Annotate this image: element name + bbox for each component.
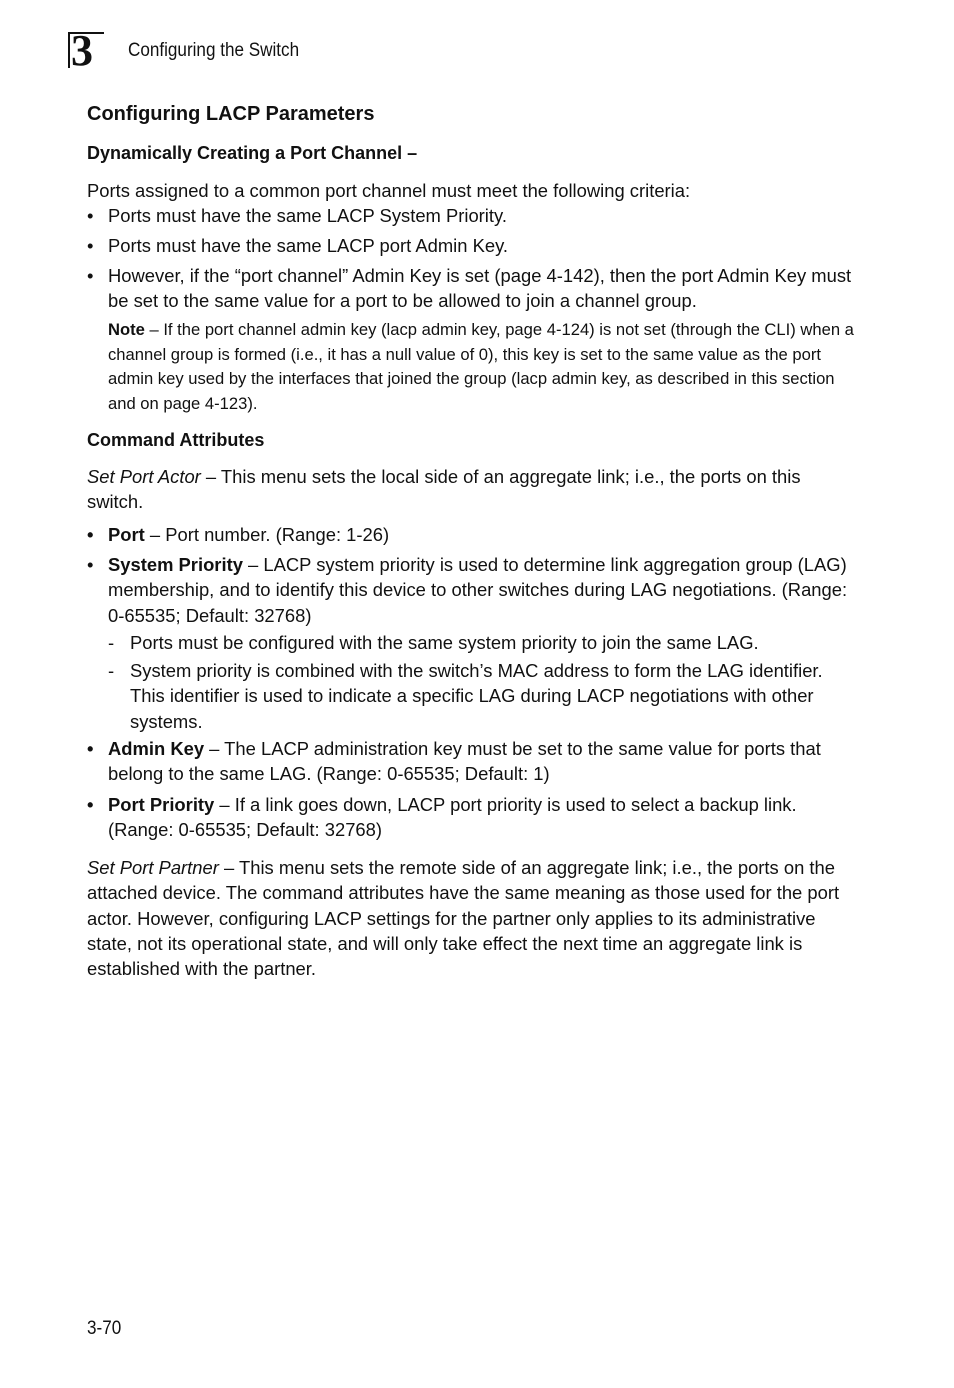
attribute-term: System Priority: [108, 554, 243, 575]
criteria-item: • However, if the “port channel” Admin Key is set (page 4-142), then the port Admin Key must be set to the same value for a port to be allowed to join a channel group.: [87, 265, 852, 312]
section-subtitle: Dynamically Creating a Port Channel –: [87, 143, 418, 163]
partner-label: Set Port Partner: [87, 857, 219, 878]
running-title: Configuring the Switch: [128, 40, 300, 61]
bullet-mark: •: [87, 554, 94, 575]
attribute-desc: – If a link goes down, LACP port priority is used to select a backup link. (Range: 0-65535; Default: 32768): [108, 794, 797, 841]
criteria-item: • Ports must have the same LACP port Admin Key.: [87, 233, 857, 258]
attribute-item-system-priority: [87, 552, 857, 628]
section-title: Configuring LACP Parameters: [87, 103, 375, 125]
actor-label: Set Port Actor: [87, 466, 201, 487]
sub-item: - Ports must be configured with the same system priority to join the same LAG.: [108, 630, 857, 655]
attribute-desc: – The LACP administration key must be set to the same value for ports that belong to the same LAG. (Range: 0-65535; Default: 1): [108, 738, 821, 785]
note-label: Note: [108, 320, 145, 339]
bullet-mark: •: [87, 205, 94, 226]
attributes-title: Command Attributes: [87, 430, 265, 450]
actor-text: – This menu sets the local side of an aggregate link; i.e., the ports on this switch.: [87, 466, 801, 513]
dash-mark: -: [108, 632, 115, 653]
bullet-mark: •: [87, 738, 94, 759]
attribute-item-port-priority: [87, 792, 857, 843]
criteria-item: • Ports must have the same LACP System Priority.: [87, 203, 857, 228]
attribute-term: Port Priority: [108, 794, 215, 815]
attribute-desc: – Port number. (Range: 1-26): [144, 524, 390, 545]
note-text: – If the port channel admin key (lacp admin key, page 4-124) is not set (through the CLI) when a channel group is formed (i.e., it has a null value of 0), this key is set to the same value as the port admin key used by the interfaces that joined the group (lacp admin key, as described in this section and on page 4-123).: [108, 320, 854, 413]
bullet-mark: •: [87, 524, 94, 545]
attribute-item-port: [87, 522, 857, 547]
note-block: [108, 318, 857, 416]
page-number: 3-70: [87, 1318, 122, 1339]
sub-item: - System priority is combined with the switch’s MAC address to form the LAG identifier. This identifier is used to indicate a specific LAG during LACP negotiations with other systems.: [108, 660, 823, 732]
attribute-term: Admin Key: [108, 738, 205, 759]
attribute-term: Port: [108, 524, 145, 545]
actor-paragraph: [87, 464, 857, 515]
partner-text: – This menu sets the remote side of an aggregate link; i.e., the ports on the attached device. The command attributes have the same meaning as those used for the port actor. However, configuring LACP settings for the partner only applies to its administrative state, not its operational state, and will only take effect the next time an aggregate link is established with the partner.: [87, 857, 840, 980]
dash-mark: -: [108, 660, 115, 681]
bullet-mark: •: [87, 265, 94, 286]
bullet-mark: •: [87, 235, 94, 256]
chapter-number: 3: [71, 26, 93, 75]
attribute-desc: – LACP system priority is used to determine link aggregation group (LAG) membership, and to identify this device to other switches during LAG negotiations. (Range: 0-65535; Default: 32768): [108, 554, 848, 626]
bullet-mark: •: [87, 794, 94, 815]
intro-paragraph: Ports assigned to a common port channel must meet the following criteria:: [87, 180, 691, 201]
partner-paragraph: [87, 855, 857, 981]
attribute-item-admin-key: [87, 736, 857, 787]
